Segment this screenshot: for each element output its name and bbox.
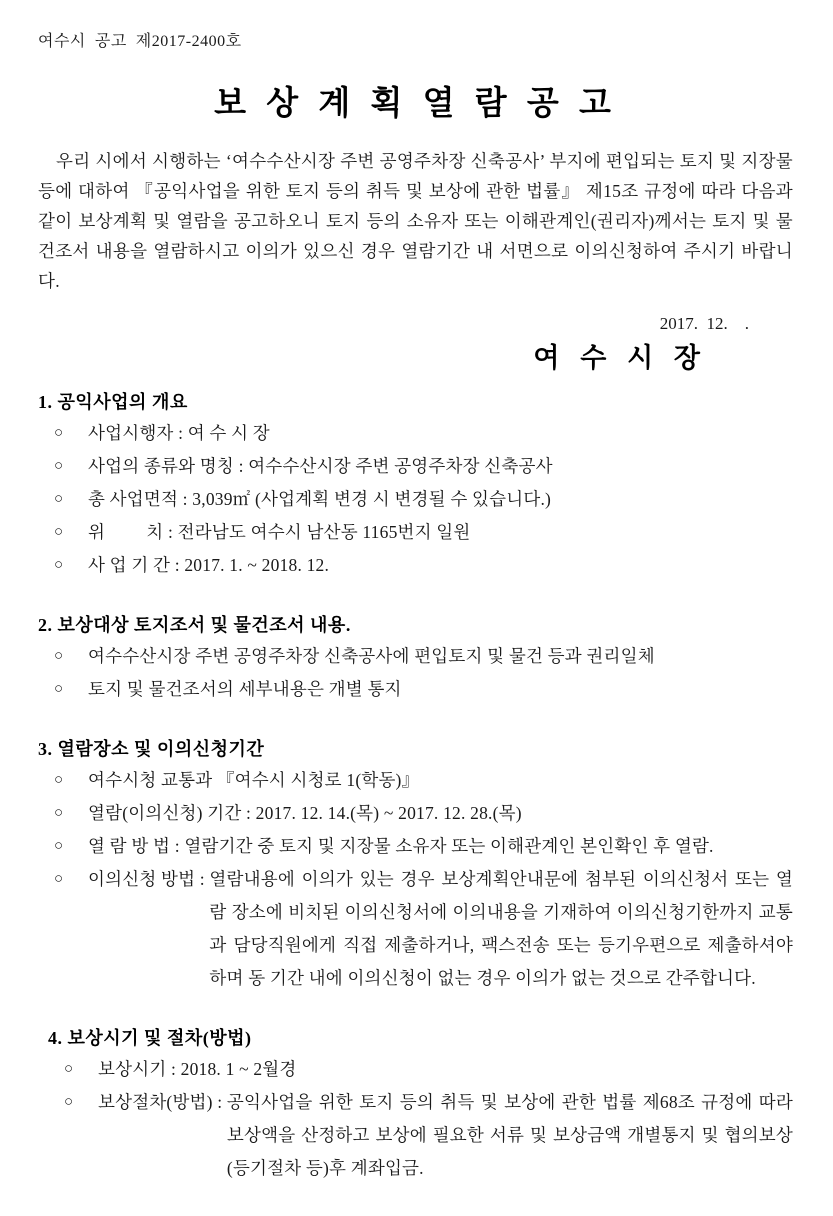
item-text: 열람내용에 이의가 있는 경우 보상계획안내문에 첨부된 이의신청서 또는 열람 장소에 비치된 이의신청서에 이의내용을 기재하여 이의신청기한까지 교통과 담당직원에게 직접 제출하거나, 팩스전송 또는 등기우편으로 제출하셔야 하며 동 기간 내에 이의신청이 없는 경우 이의가 없는 것으로 간주합니다. [209, 868, 793, 988]
section-compensation-schedule [48, 1027, 793, 1185]
item-text: 보상시기 : 2018. 1 ~ 2월경 [98, 1058, 297, 1079]
item-text: 공익사업을 위한 토지 등의 취득 및 보상에 관한 법률 제68조 규정에 따라 보상액을 산정하고 보상에 필요한 서류 및 보상금액 개별통지 및 협의보상(등기절차 등)후 계좌입금. [226, 1091, 793, 1178]
section-project-overview [38, 391, 793, 582]
item-text: 열람(이의신청) 기간 : 2017. 12. 14.(목) ~ 2017. 12. 28.(목) [88, 802, 522, 823]
circle-bullet-icon: ○ [54, 680, 64, 697]
list-item [54, 417, 793, 450]
intro-paragraph: 우리 시에서 시행하는 ‘여수수산시장 주변 공영주차장 신축공사’ 부지에 편입되는 토지 및 지장물 등에 대하여 『공익사업을 위한 토지 등의 취득 및 보상에 관한 법률』 제15조 규정에 따라 다음과 같이 보상계획 및 열람을 공고하오니 토지 등의 소유자 또는 이해관계인(권리자)께서는 토지 및 물건조서 내용을 열람하시고 이의가 있으신 경우 열람기간 내 서면으로 이의신청하여 주시기 바랍니다. [38, 151, 793, 291]
list-item [64, 1053, 793, 1086]
section-items [48, 1053, 793, 1185]
page-title: 보 상 계 획 열 람 공 고 [214, 86, 617, 122]
circle-bullet-icon: ○ [54, 804, 64, 821]
circle-bullet-icon: ○ [54, 556, 64, 573]
section-heading: 1. 공익사업의 개요 [38, 391, 188, 412]
section-inspection-place-period [38, 738, 793, 995]
circle-bullet-icon: ○ [54, 523, 64, 540]
list-item [54, 830, 793, 863]
item-text: 열 람 방 법 : 열람기간 중 토지 및 지장물 소유자 또는 이해관계인 본인확인 후 열람. [88, 835, 714, 856]
section-items [38, 417, 793, 582]
circle-bullet-icon: ○ [54, 424, 64, 441]
item-text: 총 사업면적 : 3,039㎡ (사업계획 변경 시 변경될 수 있습니다.) [88, 488, 552, 509]
notice-number: 여수시 공고 제2017-2400호 [38, 33, 242, 50]
circle-bullet-icon: ○ [54, 457, 64, 474]
list-item [54, 549, 793, 582]
item-text: 여수시청 교통과 『여수시 시청로 1(학동)』 [88, 769, 420, 790]
circle-bullet-icon: ○ [54, 490, 64, 507]
item-text: 토지 및 물건조서의 세부내용은 개별 통지 [88, 678, 402, 699]
list-item [54, 673, 793, 706]
list-item [64, 1086, 793, 1185]
notice-date: 2017. 12. . [659, 313, 749, 333]
circle-bullet-icon: ○ [64, 1093, 74, 1110]
circle-bullet-icon: ○ [54, 870, 64, 887]
section-heading: 2. 보상대상 토지조서 및 물건조서 내용. [38, 614, 351, 635]
item-text: 위 치 : 전라남도 여수시 남산동 1165번지 일원 [88, 521, 471, 542]
list-item [54, 516, 793, 549]
circle-bullet-icon: ○ [54, 647, 64, 664]
item-label: 보상절차(방법) : [98, 1091, 227, 1112]
list-item [54, 863, 793, 995]
list-item [54, 640, 793, 673]
circle-bullet-icon: ○ [54, 771, 64, 788]
list-item [54, 797, 793, 830]
item-label: 이의신청 방법 : [88, 868, 210, 889]
section-items [38, 640, 793, 706]
item-text: 사업의 종류와 명칭 : 여수수산시장 주변 공영주차장 신축공사 [88, 455, 553, 476]
mayor-signature: 여 수 시 장 [533, 342, 707, 373]
circle-bullet-icon: ○ [54, 837, 64, 854]
list-item [54, 483, 793, 516]
list-item [54, 450, 793, 483]
circle-bullet-icon: ○ [64, 1060, 74, 1077]
item-text: 사업시행자 : 여 수 시 장 [88, 422, 270, 443]
item-text: 여수수산시장 주변 공영주차장 신축공사에 편입토지 및 물건 등과 권리일체 [88, 645, 655, 666]
section-heading: 3. 열람장소 및 이의신청기간 [38, 738, 265, 759]
list-item [54, 764, 793, 797]
section-compensation-target [38, 614, 793, 706]
section-items [38, 764, 793, 995]
section-heading: 4. 보상시기 및 절차(방법) [48, 1027, 252, 1048]
item-text: 사 업 기 간 : 2017. 1. ~ 2018. 12. [88, 554, 330, 575]
